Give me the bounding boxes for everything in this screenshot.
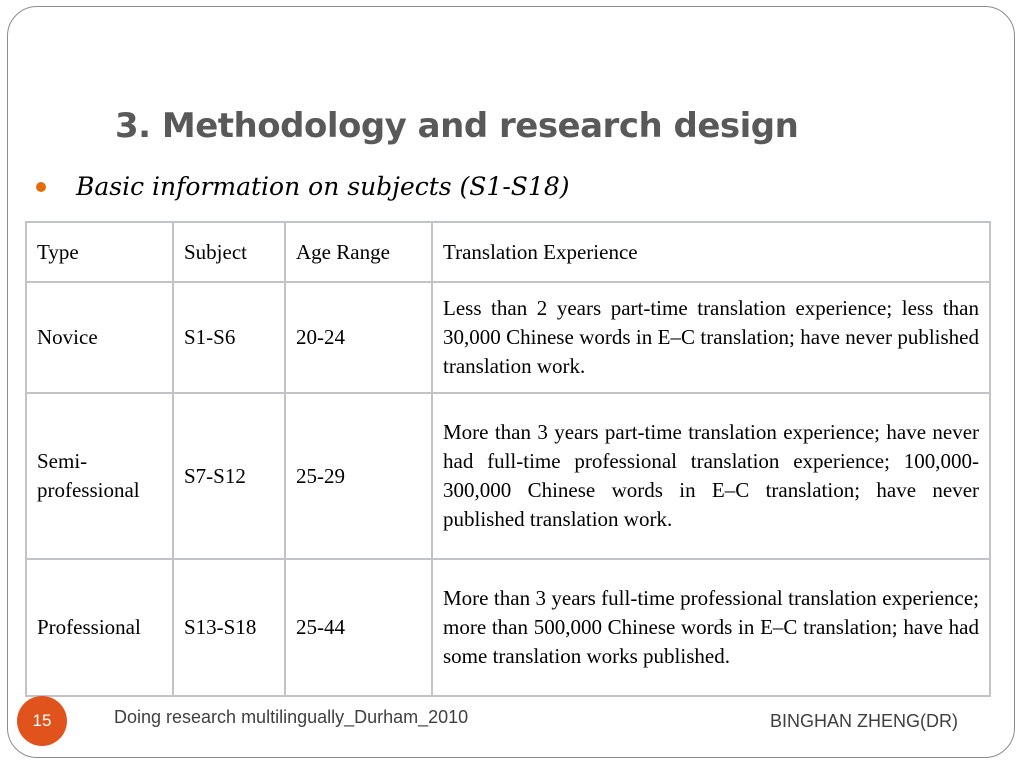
experience-line: Less than 2 years part-time translation experience; xyxy=(443,296,893,320)
header-age-range: Age Range xyxy=(285,222,432,282)
table-header-row xyxy=(26,222,990,282)
cell-type: Semi-professional xyxy=(26,393,173,559)
footer-text: Doing research multilingually_Durham_2010 xyxy=(114,707,469,727)
cell-age-range: 25-44 xyxy=(285,559,432,696)
experience-line: have never published translation work. xyxy=(443,478,980,531)
cell-subject: S13-S18 xyxy=(173,559,285,696)
cell-experience xyxy=(432,559,990,696)
experience-line: less than 30,000 Chinese words in E–C translation; xyxy=(443,296,979,349)
experience-line: more than 500,000 Chinese words in E–C translation; xyxy=(443,615,898,639)
slide-title: 3. Methodology and research design xyxy=(115,106,799,146)
page-number-badge: 15 xyxy=(17,696,67,746)
cell-subject: S7-S12 xyxy=(173,393,285,559)
experience-line: 100,000-300,000 Chinese words in E–C translation; xyxy=(443,449,979,502)
cell-type: Novice xyxy=(26,282,173,393)
header-subject: Subject xyxy=(173,222,285,282)
experience-line: More than 3 years part-time translation experience; xyxy=(443,420,880,444)
cell-age-range: 25-29 xyxy=(285,393,432,559)
experience-line: have never published translation work. xyxy=(443,325,979,378)
bullet-text: Basic information on subjects (S1-S18) xyxy=(76,172,570,201)
bullet-item xyxy=(36,172,569,201)
footer-author: BINGHAN ZHENG(DR) xyxy=(770,711,958,731)
cell-subject: S1-S6 xyxy=(173,282,285,393)
experience-line: have had some translation works published. xyxy=(443,615,979,668)
header-translation-experience: Translation Experience xyxy=(432,222,990,282)
cell-experience xyxy=(432,393,990,559)
cell-experience xyxy=(432,282,990,393)
experience-line: have never had full-time professional translation experience; xyxy=(443,420,980,473)
subjects-table xyxy=(25,221,991,697)
experience-line: More than 3 years full-time professional translation experience; xyxy=(443,586,979,610)
table-row xyxy=(26,282,990,393)
header-type: Type xyxy=(26,222,173,282)
bullet-dot-icon xyxy=(36,182,46,192)
table-row xyxy=(26,559,990,696)
cell-age-range: 20-24 xyxy=(285,282,432,393)
table-row xyxy=(26,393,990,559)
cell-type: Professional xyxy=(26,559,173,696)
